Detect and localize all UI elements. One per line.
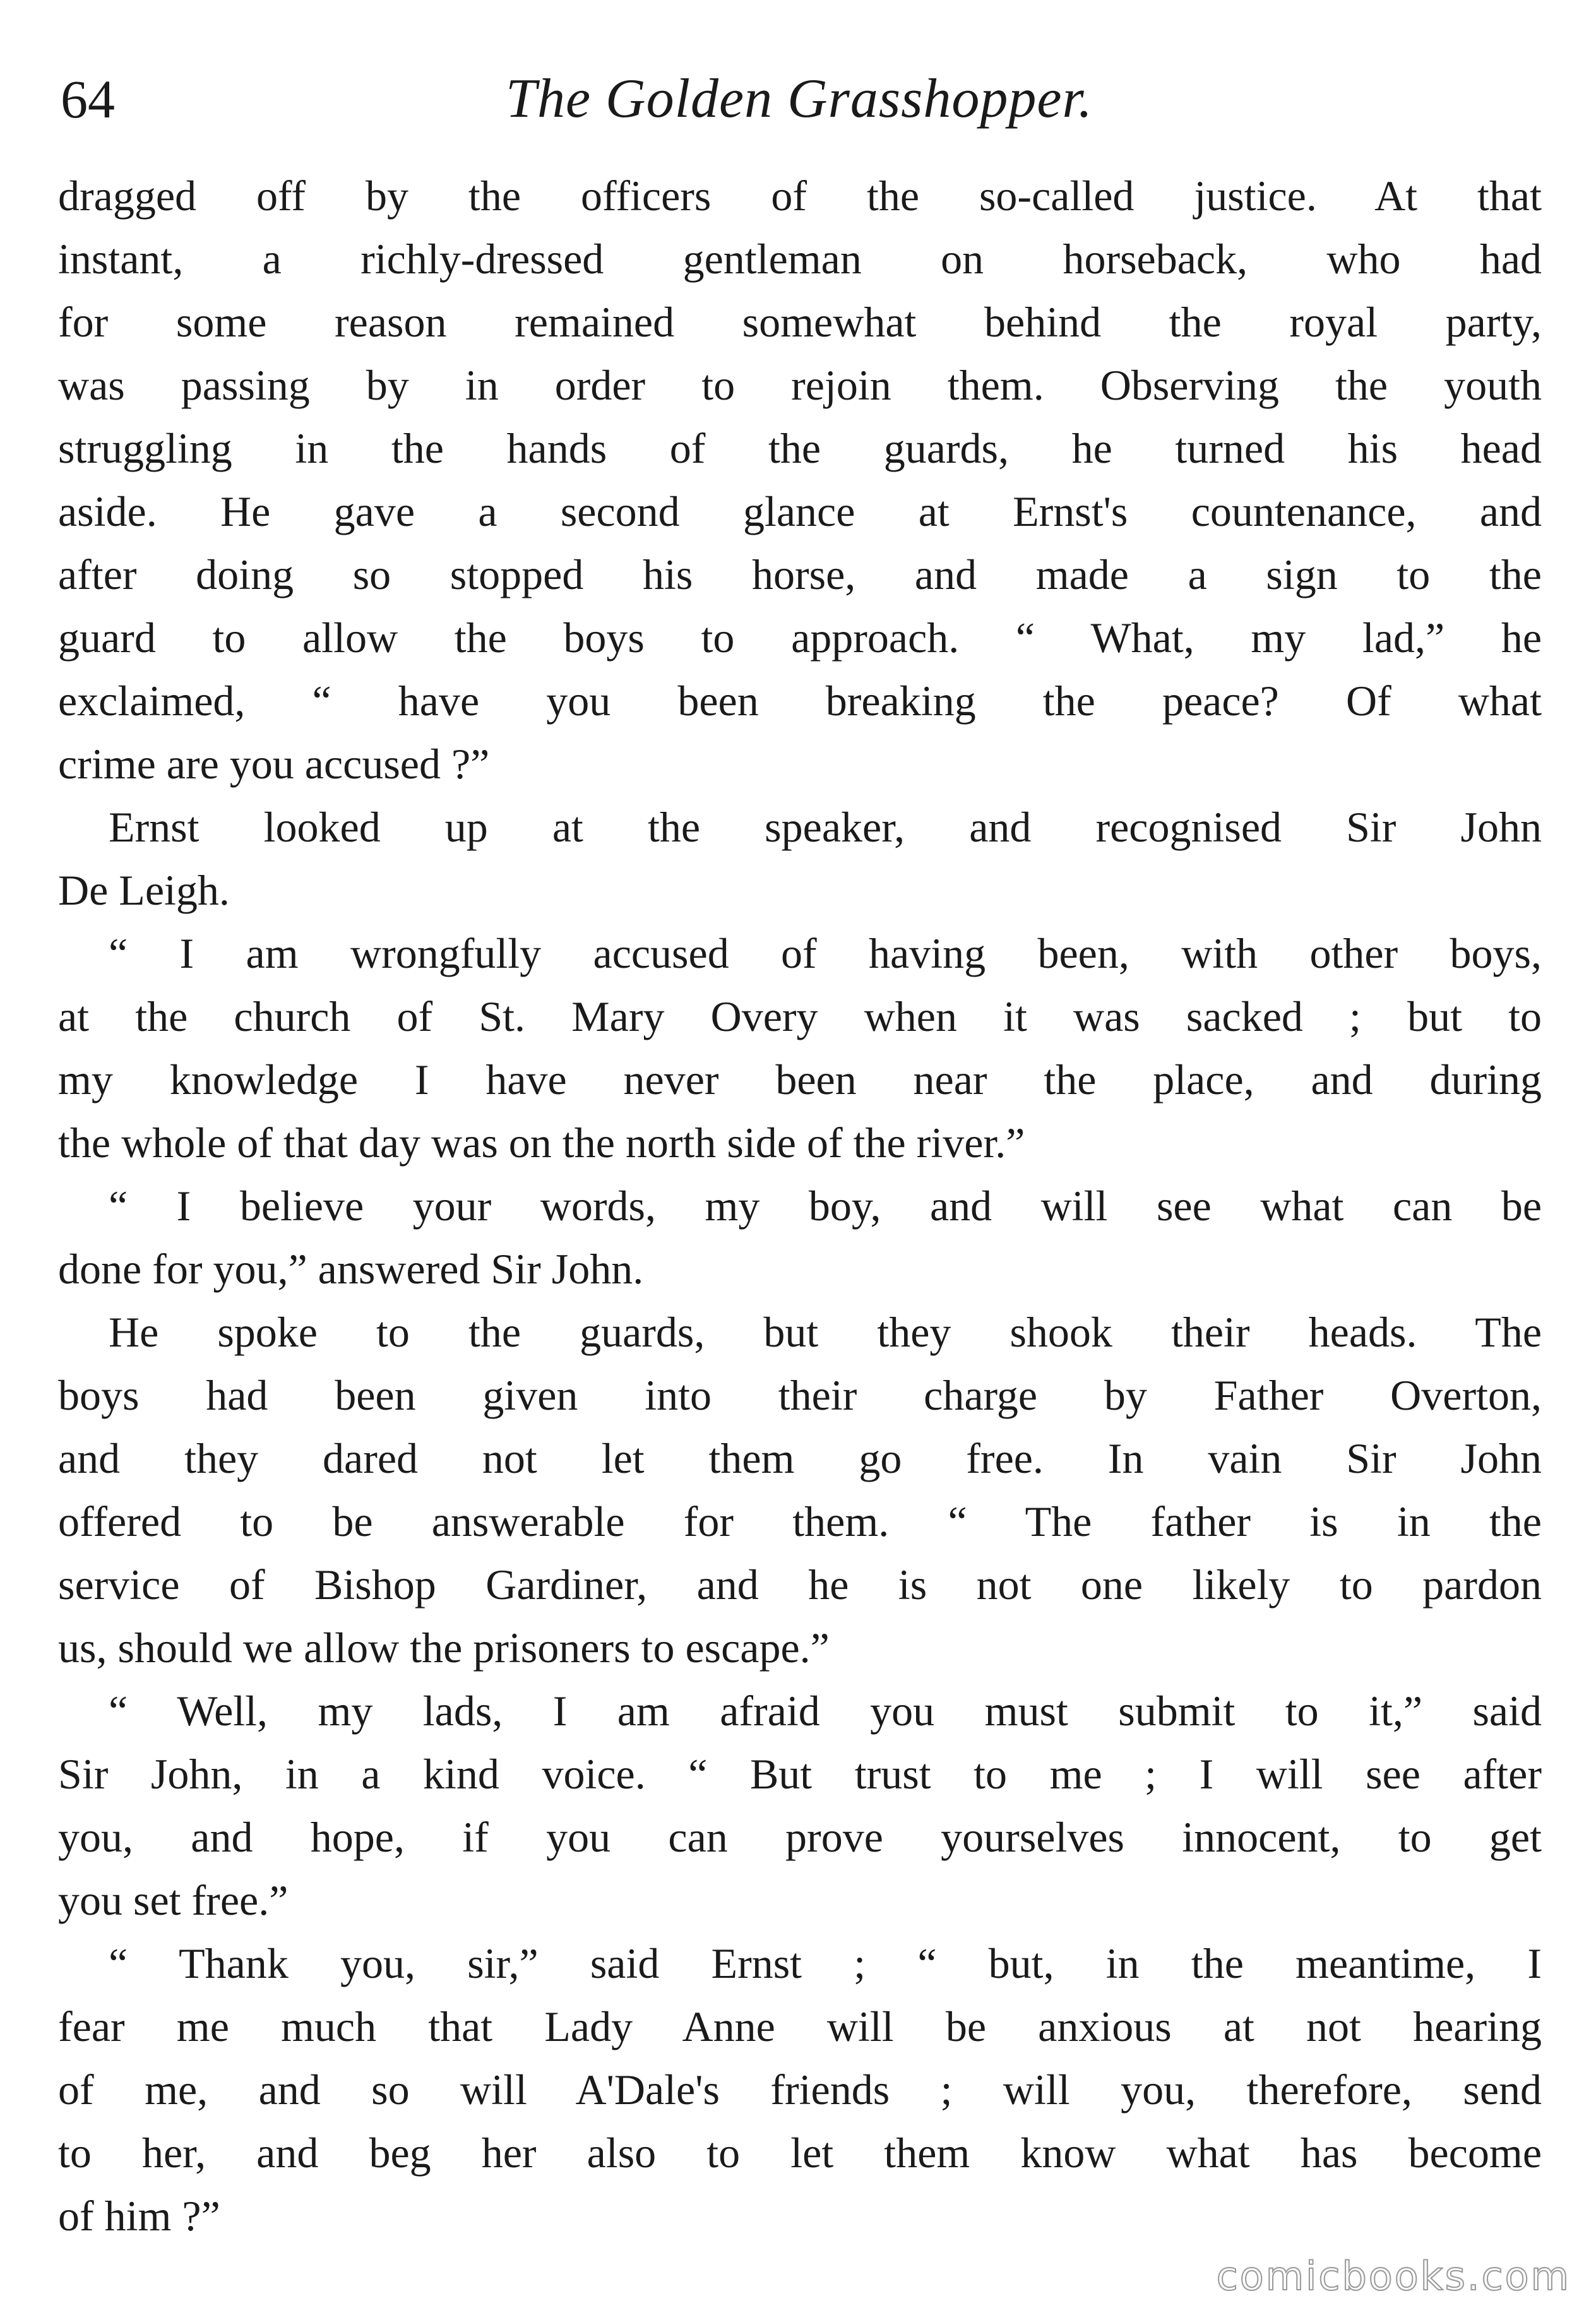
- text-line: “ Thank you, sir,” said Ernst ; “ but, in the meantime, I: [109, 1939, 1542, 1987]
- text-line: exclaimed, “ have you been breaking the peace? Of what: [58, 677, 1542, 725]
- text-line: “ Well, my lads, I am afraid you must submit to it,” said: [109, 1687, 1542, 1735]
- text-line: De Leigh.: [58, 866, 230, 914]
- text-line: aside. He gave a second glance at Ernst's countenance, and: [58, 487, 1542, 535]
- text-line: dragged off by the officers of the so-called justice. At that: [58, 172, 1542, 220]
- text-line: “ I am wrongfully accused of having been, with other boys,: [109, 929, 1542, 977]
- text-line: you, and hope, if you can prove yourselves innocent, to get: [58, 1813, 1542, 1861]
- text-line: to her, and beg her also to let them know what has become: [58, 2129, 1542, 2177]
- text-line: my knowledge I have never been near the place, and during: [58, 1056, 1542, 1103]
- text-line: struggling in the hands of the guards, he turned his head: [58, 424, 1542, 472]
- page-header: [61, 58, 1538, 140]
- text-line: of him ?”: [58, 2192, 220, 2240]
- text-line: Sir John, in a kind voice. “ But trust to me ; I will see after: [58, 1750, 1542, 1798]
- text-line: offered to be answerable for them. “ The father is in the: [58, 1497, 1542, 1545]
- text-line: at the church of St. Mary Overy when it was sacked ; but to: [58, 992, 1542, 1040]
- text-line: guard to allow the boys to approach. “ What, my lad,” he: [58, 614, 1542, 662]
- watermark: comicbooks.com: [1216, 2253, 1571, 2299]
- page-number: 64: [61, 69, 115, 129]
- text-line: you set free.”: [58, 1876, 289, 1924]
- text-line: boys had been given into their charge by Father Overton,: [58, 1371, 1542, 1419]
- text-line: instant, a richly-dressed gentleman on horseback, who had: [58, 235, 1542, 283]
- text-line: “ I believe your words, my boy, and will see what can be: [109, 1182, 1542, 1230]
- text-line: was passing by in order to rejoin them. Observing the youth: [58, 361, 1542, 409]
- text-line: after doing so stopped his horse, and made a sign to the: [58, 550, 1542, 598]
- text-line: fear me much that Lady Anne will be anxious at not hearing: [58, 2002, 1542, 2050]
- text-line: and they dared not let them go free. In vain Sir John: [58, 1434, 1542, 1482]
- text-line: service of Bishop Gardiner, and he is not one likely to pardon: [58, 1561, 1542, 1609]
- text-line: done for you,” answered Sir John.: [58, 1245, 644, 1293]
- text-line: for some reason remained somewhat behind the royal party,: [58, 298, 1542, 346]
- text-line: of me, and so will A'Dale's friends ; will you, therefore, send: [58, 2066, 1542, 2114]
- text-line: He spoke to the guards, but they shook their heads. The: [109, 1308, 1542, 1356]
- text-line: Ernst looked up at the speaker, and recognised Sir John: [109, 803, 1542, 851]
- running-title: The Golden Grasshopper.: [506, 68, 1093, 129]
- body-text: [58, 164, 1542, 2247]
- text-line: crime are you accused ?”: [58, 740, 490, 788]
- text-line: us, should we allow the prisoners to escape.”: [58, 1624, 830, 1672]
- text-line: the whole of that day was on the north side of the river.”: [58, 1119, 1025, 1167]
